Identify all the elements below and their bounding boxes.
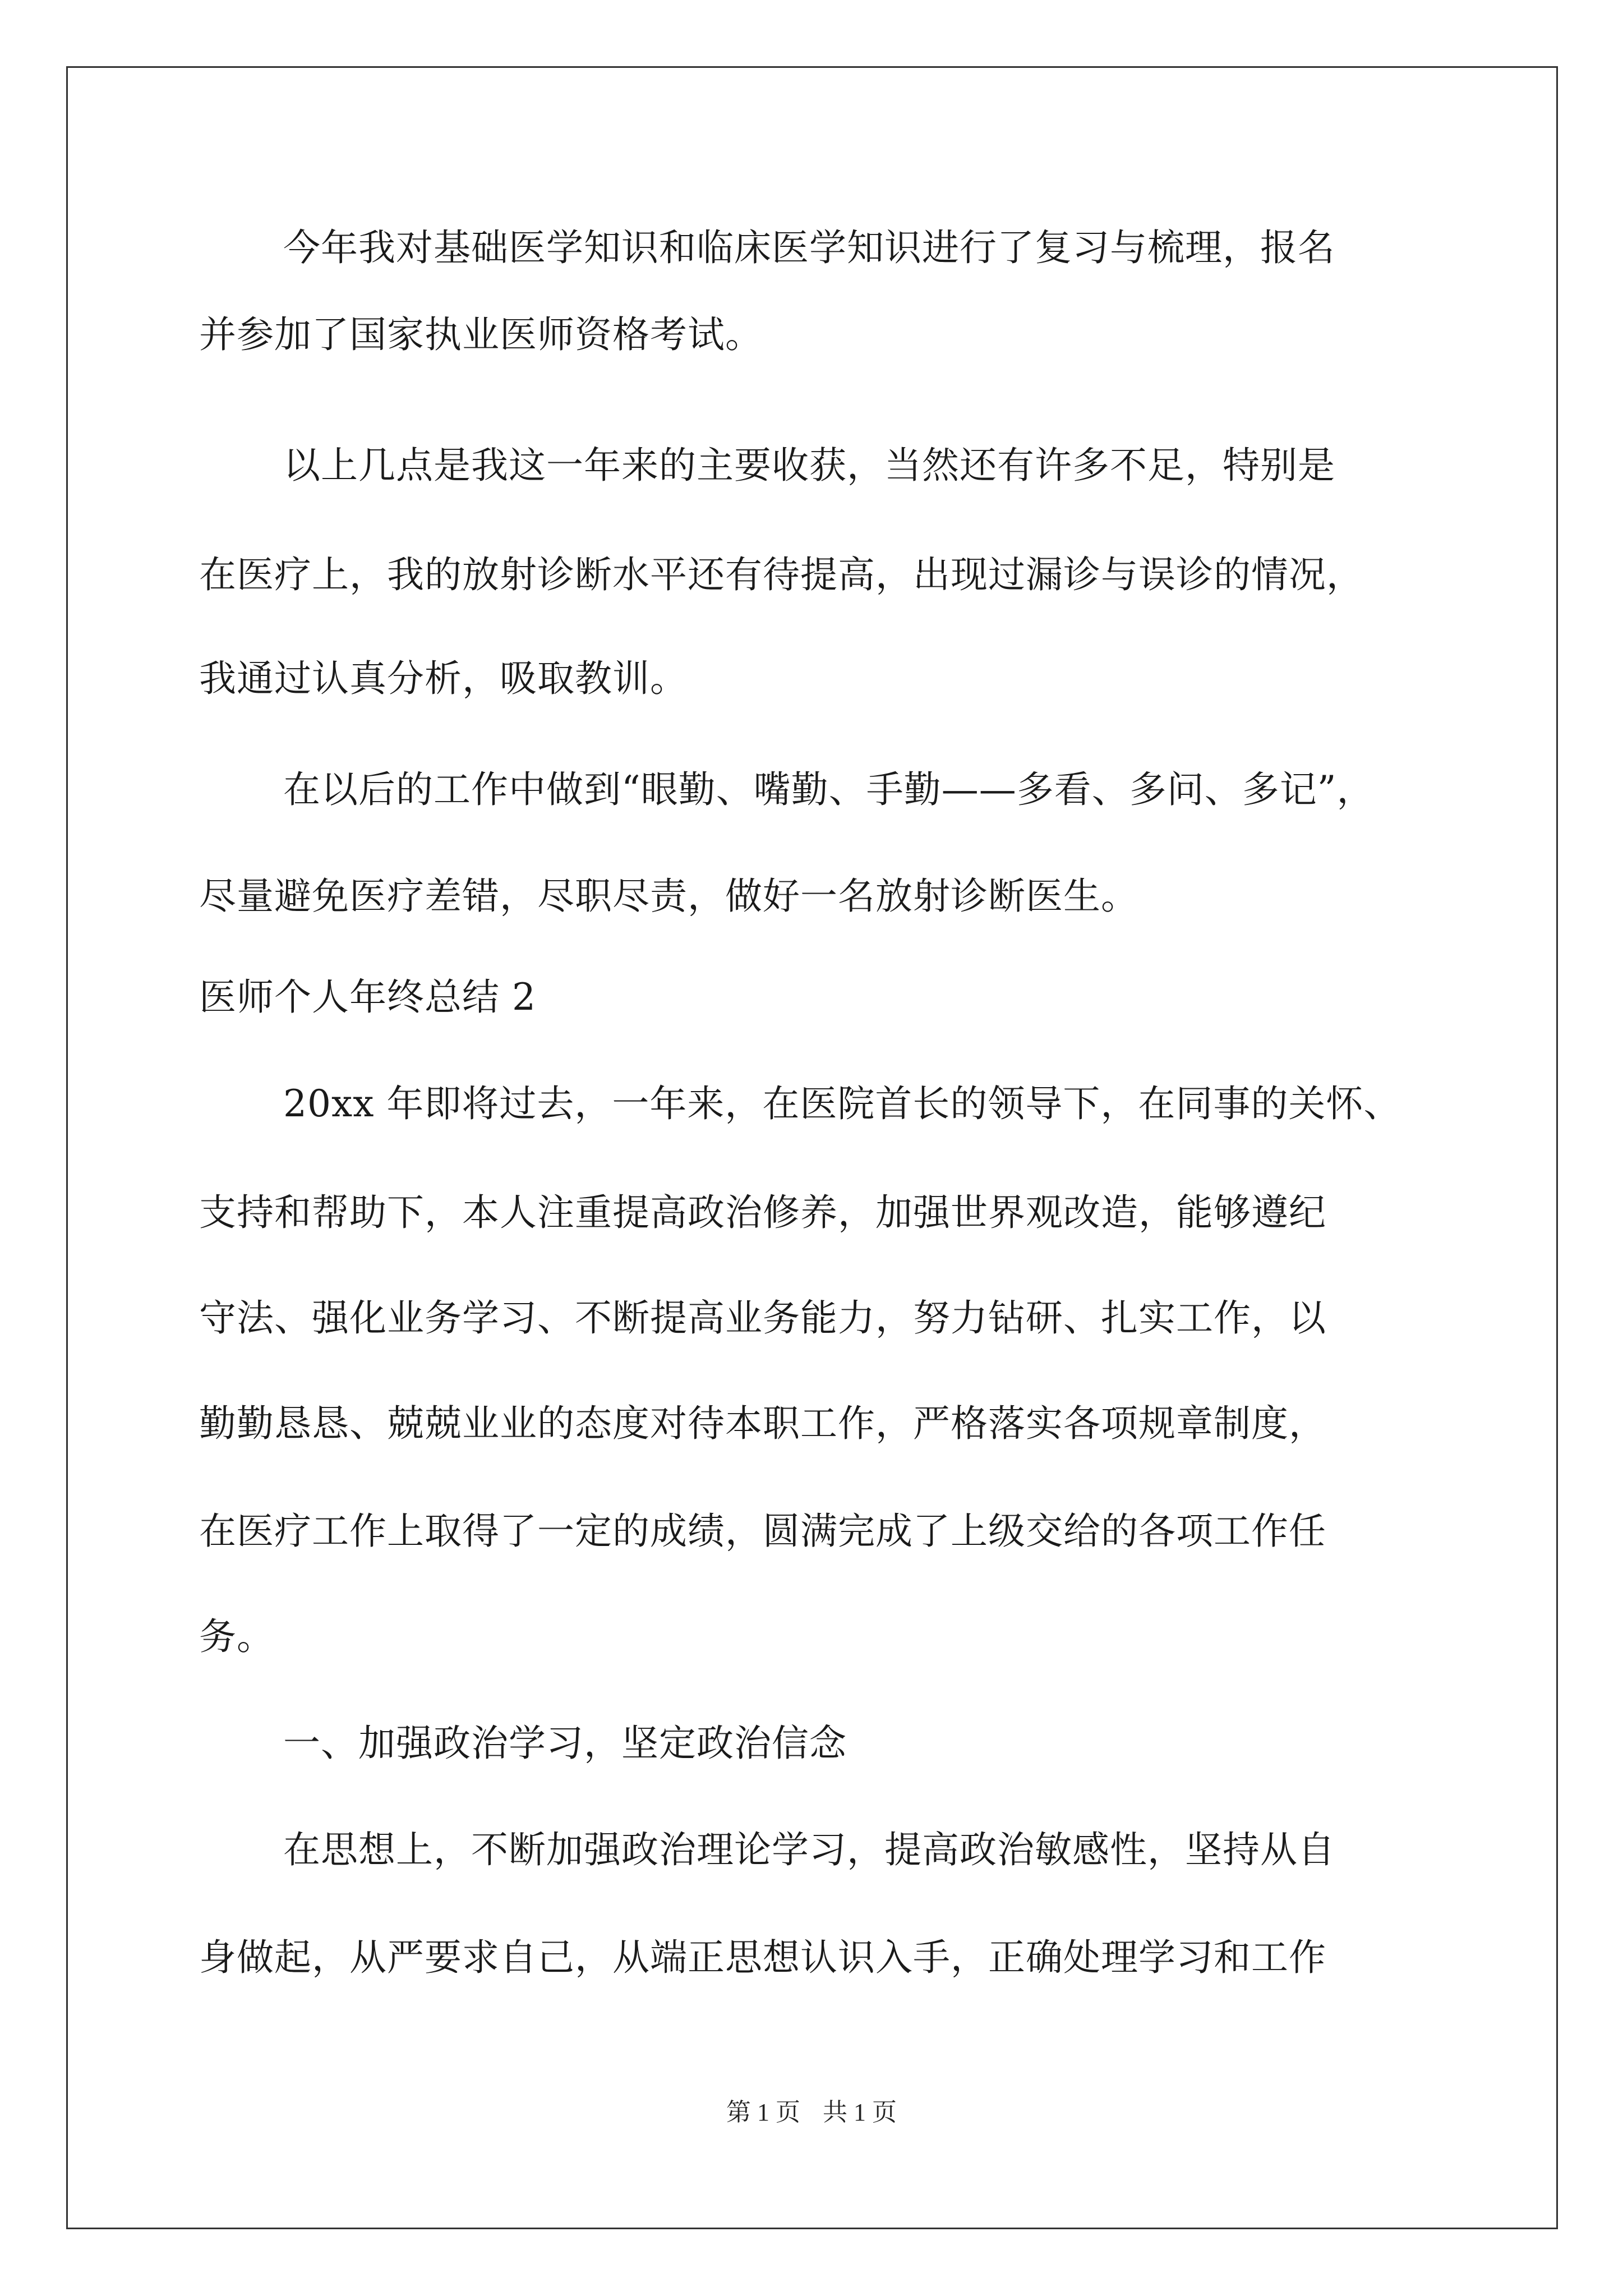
paragraph-line: 我通过认真分析，吸取教训。 xyxy=(199,657,688,700)
paragraph-line: 在医疗上，我的放射诊断水平还有待提高，出现过漏诊与误诊的情况， xyxy=(199,553,1364,596)
section-heading: 医师个人年终总结 2 xyxy=(199,976,536,1019)
paragraph-line: 支持和帮助下，本人注重提高政治修养，加强世界观改造，能够遵纪 xyxy=(199,1191,1326,1234)
paragraph-line: 在思想上，不断加强政治理论学习，提高政治敏感性，坚持从自 xyxy=(283,1828,1335,1871)
paragraph-line: 尽量避免医疗差错，尽职尽责，做好一名放射诊断医生。 xyxy=(199,875,1138,918)
paragraph-line: 勤勤恳恳、兢兢业业的态度对待本职工作，严格落实各项规章制度， xyxy=(199,1402,1326,1445)
paragraph-line: 以上几点是我这一年来的主要收获，当然还有许多不足，特别是 xyxy=(283,444,1335,487)
page-footer xyxy=(0,2097,1623,2128)
paragraph-line: 20xx 年即将过去，一年来，在医院首长的领导下，在同事的关怀、 xyxy=(283,1082,1401,1125)
paragraph-line: 务。 xyxy=(199,1615,274,1658)
paragraph-line: 守法、强化业务学习、不断提高业务能力，努力钻研、扎实工作，以 xyxy=(199,1296,1326,1340)
paragraph-line: 并参加了国家执业医师资格考试。 xyxy=(199,313,763,356)
page-border xyxy=(66,66,1558,2229)
page-total: 共 1 页 xyxy=(823,2099,897,2126)
paragraph-line: 在以后的工作中做到“眼勤、嘴勤、手勤——多看、多问、多记”， xyxy=(283,768,1375,811)
paragraph-line: 在医疗工作上取得了一定的成绩，圆满完成了上级交给的各项工作任 xyxy=(199,1510,1326,1553)
paragraph-line: 身做起，从严要求自己，从端正思想认识入手，正确处理学习和工作 xyxy=(199,1936,1326,1979)
subsection-heading: 一、加强政治学习，坚定政治信念 xyxy=(283,1722,847,1765)
page-number: 第 1 页 xyxy=(726,2099,800,2126)
paragraph-line: 今年我对基础医学知识和临床医学知识进行了复习与梳理，报名 xyxy=(283,226,1335,269)
